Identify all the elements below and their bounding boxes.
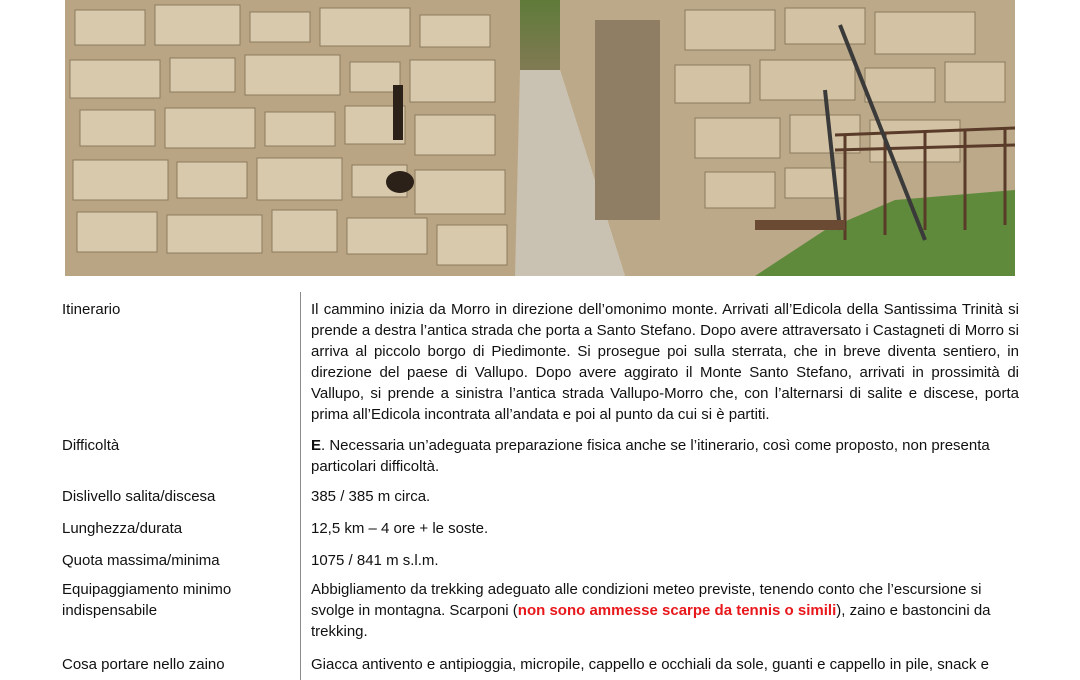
row-label: Difficoltà <box>62 437 120 454</box>
row-label <box>0 576 300 650</box>
table-row <box>0 429 1080 482</box>
difficulty-description: . Necessaria un’adeguata preparazione fisica anche se l’itinerario, così come proposto, non presenta particolari difficoltà. <box>311 437 990 475</box>
row-label: Quota massima/minima <box>62 552 220 569</box>
row-label: Lunghezza/durata <box>62 520 183 537</box>
excursion-info-table <box>0 292 1080 680</box>
row-value: Giacca antivento e antipioggia, micropile, cappello e occhiali da sole, guanti e cappello in pile, snack e <box>311 656 989 673</box>
row-label-line: indispensabile <box>62 602 158 619</box>
equipment-warning: non sono ammesse scarpe da tennis o simili <box>517 602 837 619</box>
table-row <box>0 546 1080 576</box>
equipment-text-end: ), zaino e bastoncini da trekking. <box>311 602 991 640</box>
table-row <box>0 576 1080 650</box>
stone-village-photo <box>65 0 1015 276</box>
row-label: Dislivello salita/discesa <box>62 488 216 505</box>
row-value: Il cammino inizia da Morro in direzione dell’omonimo monte. Arrivati all’Edicola della Santissima Trinità si prende a destra l’antica strada che porta a Santo Stefano. Dopo avere attraversato i Castagneti di Morro si arriva al piccolo borgo di Piedimonte. Si prosegue poi sulla sterrata, che in breve diventa sentiero, in direzione del paese di Vallupo. Dopo avere aggirato il Monte Santo Stefano, arrivati in prossimità di Vallupo, si prende a sinistra l’antica strada Vallupo-Morro che, con l’alternarsi di salite e discese, porta prima all’Edicola incontrata all’andata e poi al punto da cui si è partiti. <box>311 301 1019 423</box>
difficulty-grade: E <box>311 437 322 454</box>
row-value: 385 / 385 m circa. <box>311 488 431 505</box>
table-row <box>0 514 1080 546</box>
row-value: 1075 / 841 m s.l.m. <box>311 552 439 569</box>
table-row <box>0 482 1080 514</box>
row-label-line: Equipaggiamento minimo <box>62 581 232 598</box>
table-row <box>0 650 1080 680</box>
table-row <box>0 292 1080 429</box>
equipment-text: Abbigliamento da trekking adeguato alle condizioni meteo previste, tenendo conto che l’escursione si svolge in montagna. Scarponi ( <box>311 581 982 619</box>
row-value <box>301 429 1019 482</box>
photo-illustration <box>65 0 1015 276</box>
row-value: 12,5 km – 4 ore + le soste. <box>311 520 489 537</box>
row-label: Itinerario <box>62 301 121 318</box>
row-value <box>301 576 1019 650</box>
row-label: Cosa portare nello zaino <box>62 656 225 673</box>
